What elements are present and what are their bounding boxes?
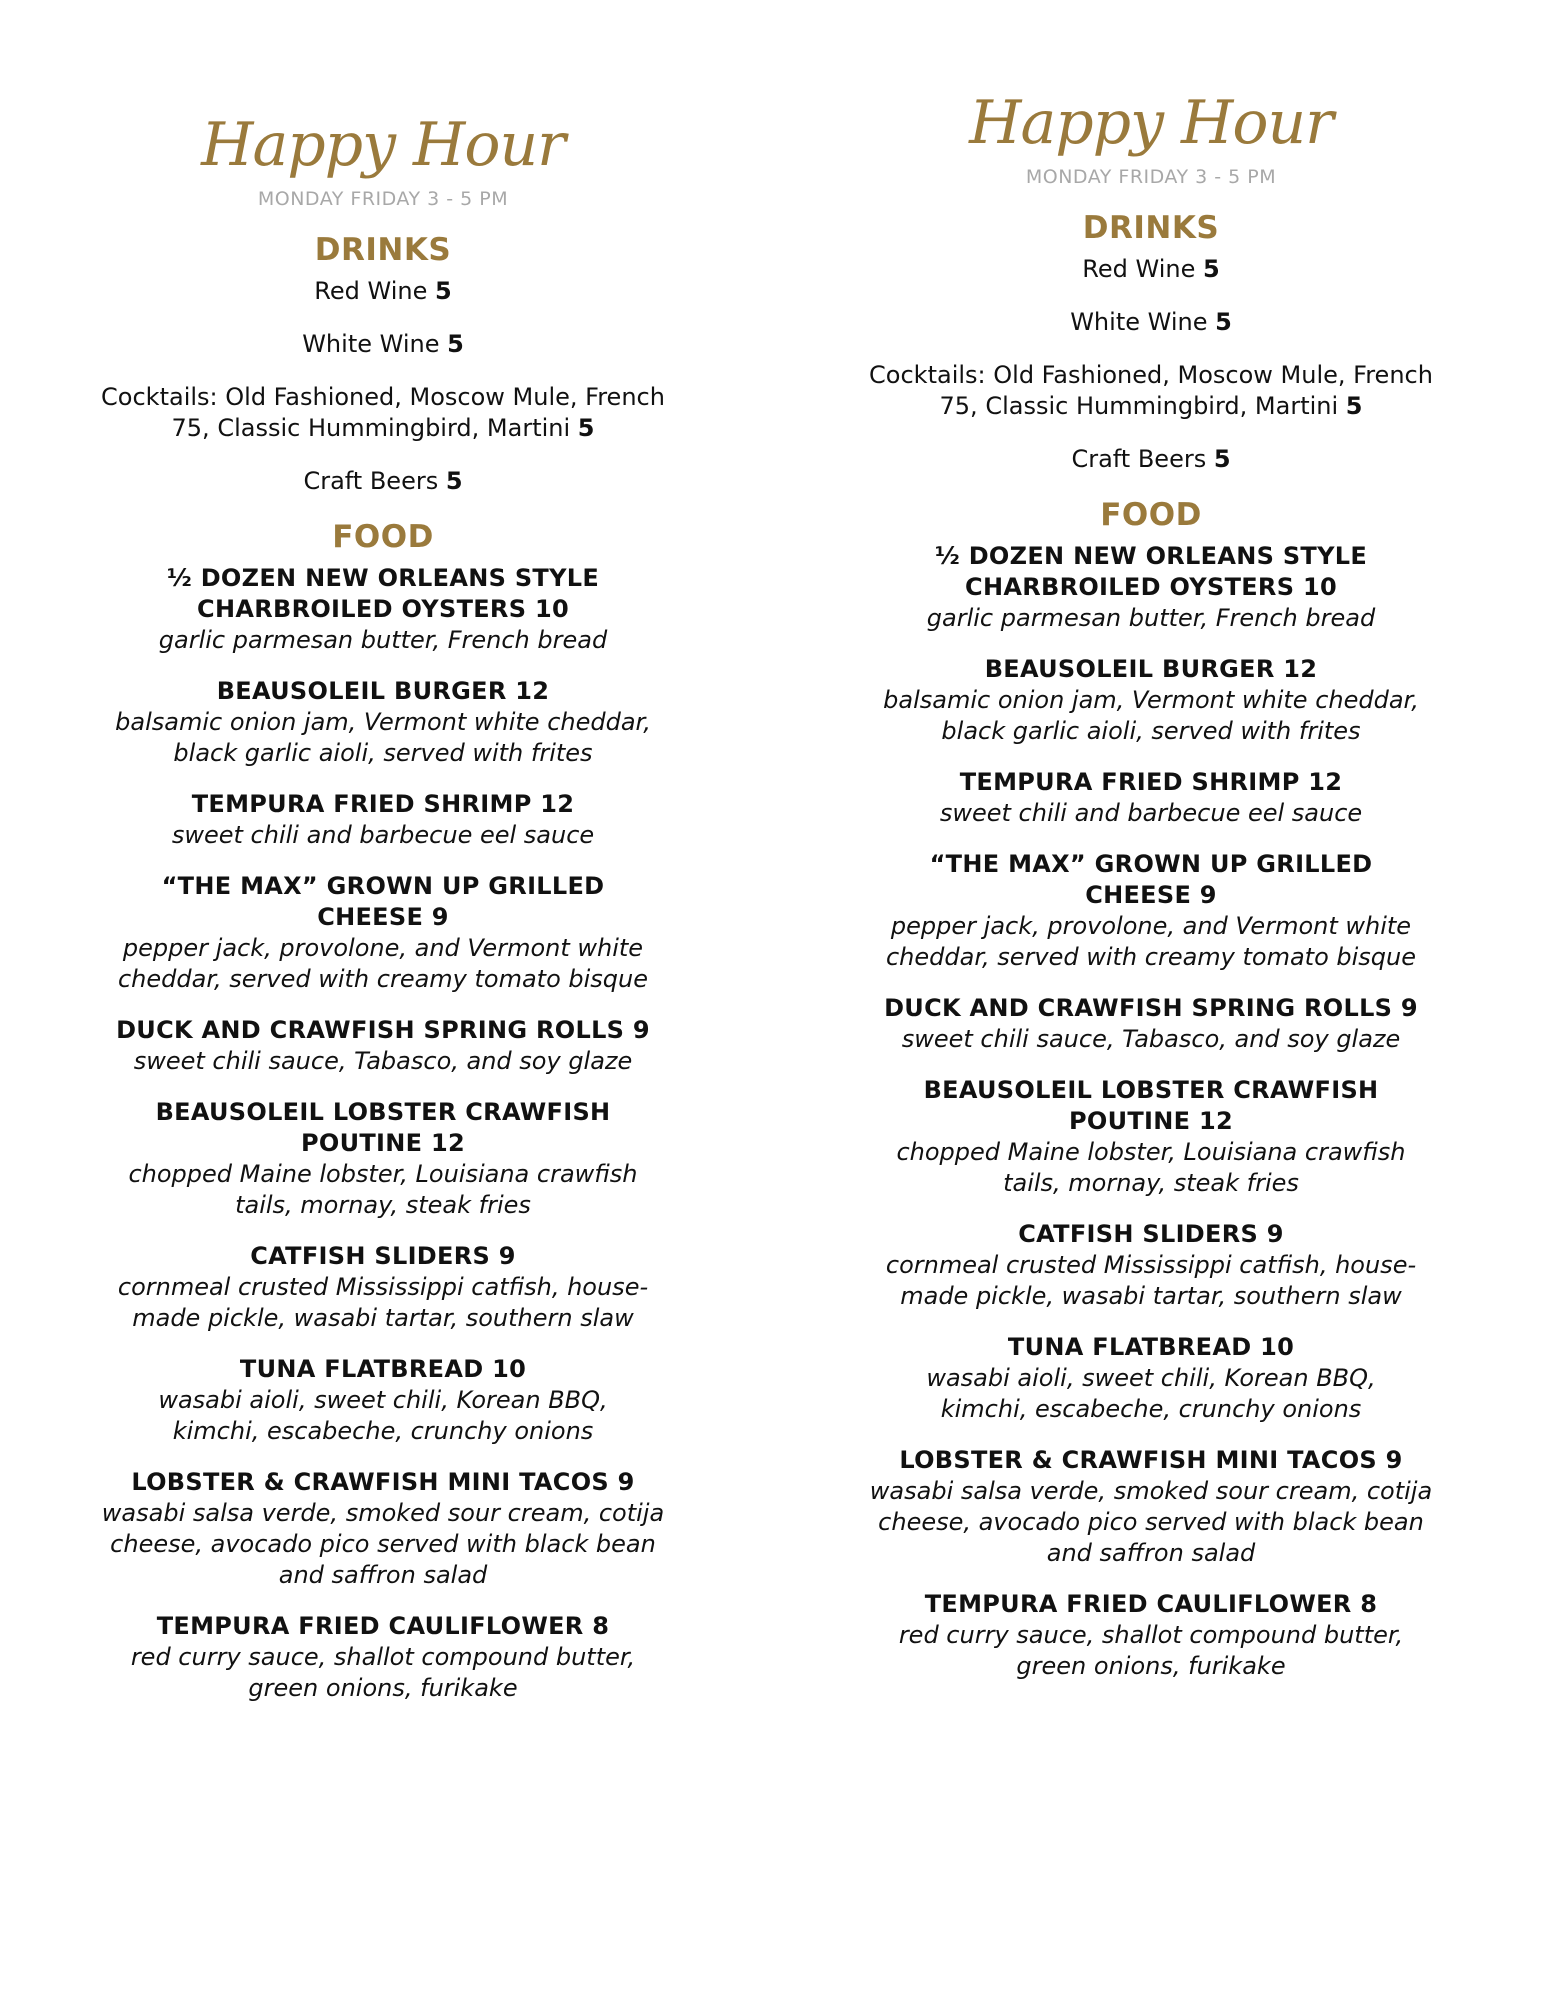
food-item [83, 1097, 683, 1221]
food-description: cornmeal crusted Mississippi catfish, house-made pickle, wasabi tartar, southern slaw [117, 1273, 649, 1332]
food-name: LOBSTER & CRAWFISH MINI TACOS 9 [899, 1446, 1403, 1474]
food-heading: FOOD [332, 519, 434, 555]
food-name: TEMPURA FRIED SHRIMP 12 [959, 768, 1343, 796]
food-item [83, 871, 683, 995]
food-item [851, 1075, 1451, 1199]
drink-price: 5 [1345, 392, 1363, 420]
food-name: BEAUSOLEIL BURGER 12 [216, 677, 550, 705]
food-item [851, 1589, 1451, 1682]
food-name: TUNA FLATBREAD 10 [239, 1355, 527, 1383]
drink-name: Craft Beers [1071, 445, 1214, 473]
food-name: TUNA FLATBREAD 10 [1007, 1333, 1295, 1361]
food-description: red curry sauce, shallot compound butter, green onions, furikake [898, 1621, 1404, 1680]
food-description: sweet chili and barbecue eel sauce [171, 821, 595, 849]
food-item [851, 849, 1451, 973]
food-name: DUCK AND CRAWFISH SPRING ROLLS 9 [884, 994, 1418, 1022]
drink-name: White Wine [1070, 308, 1216, 336]
menu-title: Happy Hour [201, 110, 565, 180]
food-item [83, 1241, 683, 1334]
food-name: “THE MAX” GROWN UP GRILLED CHEESE 9 [161, 872, 605, 931]
drink-item [83, 382, 683, 444]
food-name: TEMPURA FRIED CAULIFLOWER 8 [156, 1612, 610, 1640]
food-name: DUCK AND CRAWFISH SPRING ROLLS 9 [116, 1016, 650, 1044]
food-description: pepper jack, provolone, and Vermont white cheddar, served with creamy tomato bisque [117, 934, 649, 993]
food-description: red curry sauce, shallot compound butter, green onions, furikake [130, 1643, 636, 1702]
food-name: TEMPURA FRIED CAULIFLOWER 8 [924, 1590, 1378, 1618]
drink-item [851, 307, 1451, 338]
food-description: sweet chili and barbecue eel sauce [939, 799, 1363, 827]
drink-item [83, 466, 683, 497]
menu-subtitle: MONDAY FRIDAY 3 - 5 PM [1025, 166, 1277, 188]
food-list [83, 563, 683, 1704]
drink-price: 5 [577, 414, 595, 442]
food-item [851, 1445, 1451, 1569]
food-item [851, 541, 1451, 634]
food-item [851, 767, 1451, 829]
food-name: LOBSTER & CRAWFISH MINI TACOS 9 [131, 1468, 635, 1496]
food-item [83, 676, 683, 769]
food-name: BEAUSOLEIL LOBSTER CRAWFISH POUTINE 12 [155, 1098, 611, 1157]
drink-price: 5 [1213, 445, 1231, 473]
drink-item [851, 360, 1451, 422]
food-item [83, 1611, 683, 1704]
menu-right [851, 88, 1451, 1702]
food-name: CATFISH SLIDERS 9 [250, 1242, 516, 1270]
drink-price: 5 [445, 467, 463, 495]
food-item [851, 1332, 1451, 1425]
food-description: sweet chili sauce, Tabasco, and soy glaze [901, 1025, 1401, 1053]
drink-item [83, 276, 683, 307]
food-description: cornmeal crusted Mississippi catfish, house-made pickle, wasabi tartar, southern slaw [885, 1251, 1417, 1310]
food-name: TEMPURA FRIED SHRIMP 12 [191, 790, 575, 818]
food-list [851, 541, 1451, 1682]
food-description: sweet chili sauce, Tabasco, and soy glaze [133, 1047, 633, 1075]
drink-name: Red Wine [314, 277, 435, 305]
food-item [851, 654, 1451, 747]
food-name: CATFISH SLIDERS 9 [1018, 1220, 1284, 1248]
drinks-heading: DRINKS [314, 232, 452, 268]
food-description: wasabi aioli, sweet chili, Korean BBQ, kimchi, escabeche, crunchy onions [926, 1364, 1376, 1423]
drinks-list [851, 254, 1451, 475]
food-name: “THE MAX” GROWN UP GRILLED CHEESE 9 [929, 850, 1373, 909]
menu-subtitle: MONDAY FRIDAY 3 - 5 PM [257, 188, 509, 210]
food-item [83, 563, 683, 656]
drink-name: White Wine [302, 330, 448, 358]
menu-title: Happy Hour [969, 88, 1333, 158]
drinks-list [83, 276, 683, 497]
food-item [83, 1354, 683, 1447]
food-description: chopped Maine lobster, Louisiana crawfish tails, mornay, steak fries [128, 1160, 638, 1219]
food-item [83, 1015, 683, 1077]
drink-name: Cocktails: Old Fashioned, Moscow Mule, French 75, Classic Hummingbird, Martini [101, 383, 665, 442]
menu-left [83, 110, 683, 1724]
drink-price: 5 [1215, 308, 1232, 336]
food-name: ½ DOZEN NEW ORLEANS STYLE CHARBROILED OYSTERS 10 [934, 542, 1368, 601]
drink-price: 5 [1203, 255, 1220, 283]
food-description: garlic parmesan butter, French bread [926, 604, 1376, 632]
drink-item [851, 444, 1451, 475]
drink-name: Red Wine [1082, 255, 1203, 283]
food-name: ½ DOZEN NEW ORLEANS STYLE CHARBROILED OYSTERS 10 [166, 564, 600, 623]
food-description: chopped Maine lobster, Louisiana crawfish tails, mornay, steak fries [896, 1138, 1406, 1197]
drink-name: Cocktails: Old Fashioned, Moscow Mule, French 75, Classic Hummingbird, Martini [869, 361, 1433, 420]
food-description: balsamic onion jam, Vermont white cheddar, black garlic aioli, served with frites [883, 686, 1419, 745]
food-name: BEAUSOLEIL LOBSTER CRAWFISH POUTINE 12 [923, 1076, 1379, 1135]
food-item [851, 1219, 1451, 1312]
food-heading: FOOD [1100, 497, 1202, 533]
food-description: garlic parmesan butter, French bread [158, 626, 608, 654]
food-description: wasabi aioli, sweet chili, Korean BBQ, kimchi, escabeche, crunchy onions [158, 1386, 608, 1445]
drink-price: 5 [447, 330, 464, 358]
drink-price: 5 [435, 277, 452, 305]
food-description: wasabi salsa verde, smoked sour cream, cotija cheese, avocado pico served with black bean and saffron salad [101, 1499, 665, 1589]
food-item [851, 993, 1451, 1055]
food-item [83, 1467, 683, 1591]
food-description: balsamic onion jam, Vermont white cheddar, black garlic aioli, served with frites [115, 708, 651, 767]
food-item [83, 789, 683, 851]
food-description: pepper jack, provolone, and Vermont white cheddar, served with creamy tomato bisque [885, 912, 1417, 971]
drink-name: Craft Beers [303, 467, 446, 495]
food-description: wasabi salsa verde, smoked sour cream, cotija cheese, avocado pico served with black bean and saffron salad [869, 1477, 1433, 1567]
food-name: BEAUSOLEIL BURGER 12 [984, 655, 1318, 683]
drink-item [851, 254, 1451, 285]
drinks-heading: DRINKS [1082, 210, 1220, 246]
drink-item [83, 329, 683, 360]
